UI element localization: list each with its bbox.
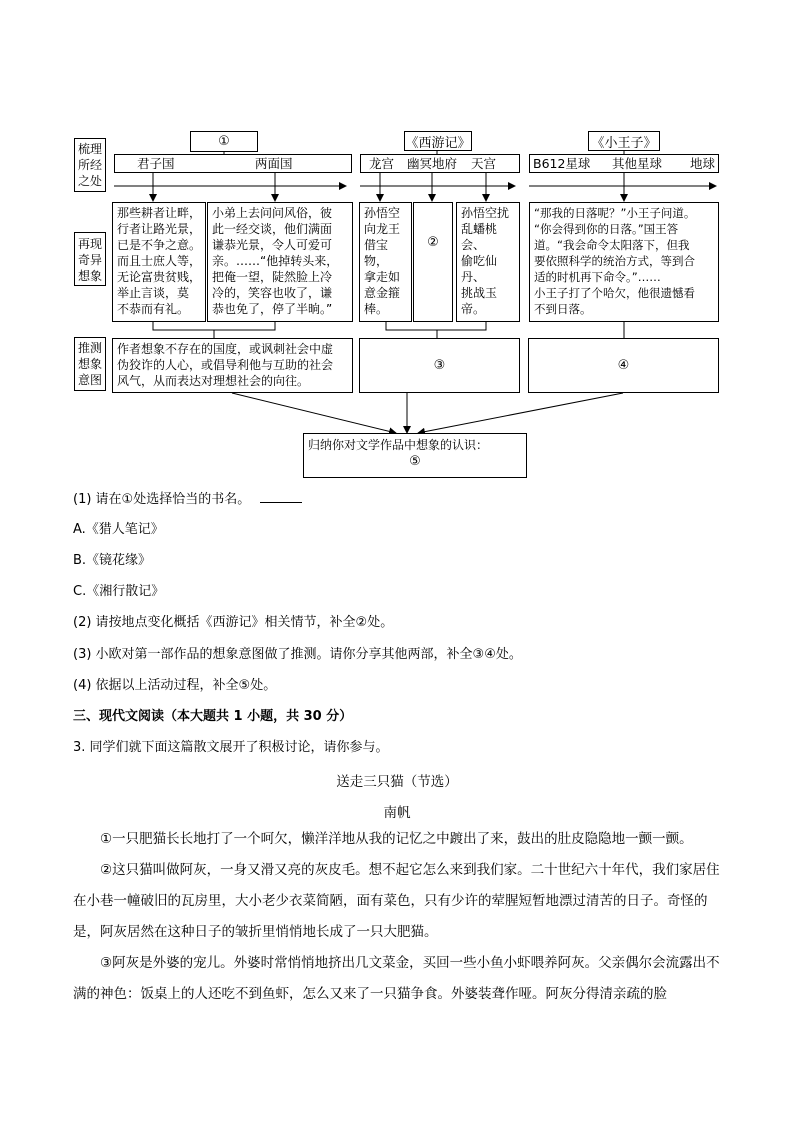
book1-intent: 作者想象不存在的国度，或讽刺社会中虚 伪狡诈的人心，或倡导利他与互助的社会 风气，从而表达对理想社会的向往。 bbox=[112, 338, 353, 393]
book2-text-3: 孙悟空扰 乱蟠桃会、 偷吃仙丹、 挑战玉帝。 bbox=[456, 202, 520, 322]
paragraph-1: ①一只肥猫长长地打了一个呵欠，懒洋洋地从我的记忆之中踱出了来，鼓出的肚皮隐隐地一颤一颤。 bbox=[100, 831, 693, 847]
book2-place-row bbox=[360, 154, 520, 173]
question-4: (4) 依据以上活动过程，补全⑤处。 bbox=[73, 678, 277, 693]
book3-place-row bbox=[529, 154, 719, 173]
option-b: B.《镜花缘》 bbox=[73, 553, 152, 568]
book1-text-2: 小弟上去问问风俗，彼 此一经交谈，他们满面 谦恭光景，令人可爱可 亲。……“他掉转头来， 把俺一望，陡然脸上冷 冷的，笑容也收了，谦 恭也免了，停了半晌。” bbox=[207, 202, 353, 322]
question-2: (2) 请按地点变化概括《西游记》相关情节，补全②处。 bbox=[73, 615, 394, 630]
book2-place-1: 龙宫 bbox=[369, 156, 395, 171]
book2-place-2: 幽冥地府 bbox=[407, 156, 458, 171]
book3-place-2: 其他星球 bbox=[612, 156, 663, 171]
book2-place-3: 天宫 bbox=[471, 156, 497, 171]
book2-blank-3: ③ bbox=[433, 358, 446, 373]
paragraph-2: ②这只猫叫做阿灰，一身又滑又亮的灰皮毛。想不起它怎么来到我们家。二十世纪六十年代，我们家居住在小巷一幢破旧的瓦房里，大小老少衣菜简陋，面有菜色，只有少许的荤腥短暂地漂过清苦的日子。奇怪的是，阿灰居然在这种日子的皱折里悄悄地长成了一只大肥猫。 bbox=[73, 862, 720, 940]
summary-blank-5: ⑤ bbox=[409, 454, 421, 469]
book2-header-label: 《西游记》 bbox=[405, 135, 471, 151]
section-heading: 三、现代文阅读（本大题共 1 小题，共 30 分） bbox=[73, 709, 353, 724]
paragraph-3: ③阿灰是外婆的宠儿。外婆时常悄悄地挤出几文菜金，买回一些小鱼小虾喂养阿灰。父亲偶尔会流露出不满的神色：饭桌上的人还吃不到鱼虾，怎么又来了一只猫争食。外婆装聋作哑。阿灰分得清亲疏的脸 bbox=[73, 955, 720, 1002]
book3-header-label: 《小王子》 bbox=[591, 135, 657, 151]
essay-title: 送走三只猫（节选） bbox=[336, 774, 458, 790]
book1-place-1: 君子国 bbox=[137, 156, 175, 171]
row-label-reproduce: 再现 奇异 想象 bbox=[74, 232, 106, 286]
book1-header-label: ① bbox=[218, 134, 230, 149]
option-a: A.《猎人笔记》 bbox=[73, 522, 164, 537]
book3-blank-4: ④ bbox=[617, 358, 630, 373]
book3-intent bbox=[528, 338, 719, 393]
book2-blank-2: ② bbox=[427, 235, 439, 250]
question-3-intro: 3. 同学们就下面这篇散文展开了积极讨论，请你参与。 bbox=[73, 740, 389, 755]
book2-intent bbox=[359, 338, 520, 393]
book3-text: “那我的日落呢？”小王子问道。 “你会得到你的日落。”国王答 道。“我会命令太阳落下，但我 要依照科学的统治方式，等到合 适的时机再下命令。”…… 小王子打了个哈欠，他很遗憾看 不到日落。 bbox=[529, 202, 719, 322]
essay-author: 南帆 bbox=[383, 805, 411, 821]
book2-text-1: 孙悟空 向龙王 借宝物， 拿走如 意金箍 棒。 bbox=[359, 202, 412, 322]
book3-place-1: B612星球 bbox=[533, 156, 591, 171]
book1-place-2: 两面国 bbox=[255, 156, 293, 171]
summary-box bbox=[303, 433, 527, 478]
book2-text-2 bbox=[413, 202, 453, 322]
book1-header bbox=[190, 131, 258, 152]
book3-place-3: 地球 bbox=[690, 156, 716, 171]
question-1 bbox=[73, 490, 302, 509]
book1-text-1: 那些耕者让畔， 行者让路光景， 已是不争之意。 而且士庶人等， 无论富贵贫贱， 举止言谈，莫 不恭而有礼。 bbox=[112, 202, 206, 322]
row-label-infer: 推测 想象 意图 bbox=[74, 337, 106, 391]
book3-header bbox=[588, 131, 660, 151]
answer-blank[interactable] bbox=[260, 490, 302, 503]
row-label-route: 梳理 所经 之处 bbox=[74, 138, 106, 192]
question-3: (3) 小欧对第一部作品的想象意图做了推测。请你分享其他两部，补全③④处。 bbox=[73, 647, 522, 662]
question-1-text: (1) 请在①处选择恰当的书名。 bbox=[73, 492, 251, 507]
summary-prompt: 归纳你对文学作品中想象的认识： bbox=[308, 438, 489, 452]
option-c: C.《湘行散记》 bbox=[73, 584, 165, 599]
book2-header bbox=[404, 131, 472, 151]
book1-place-row bbox=[114, 154, 352, 173]
